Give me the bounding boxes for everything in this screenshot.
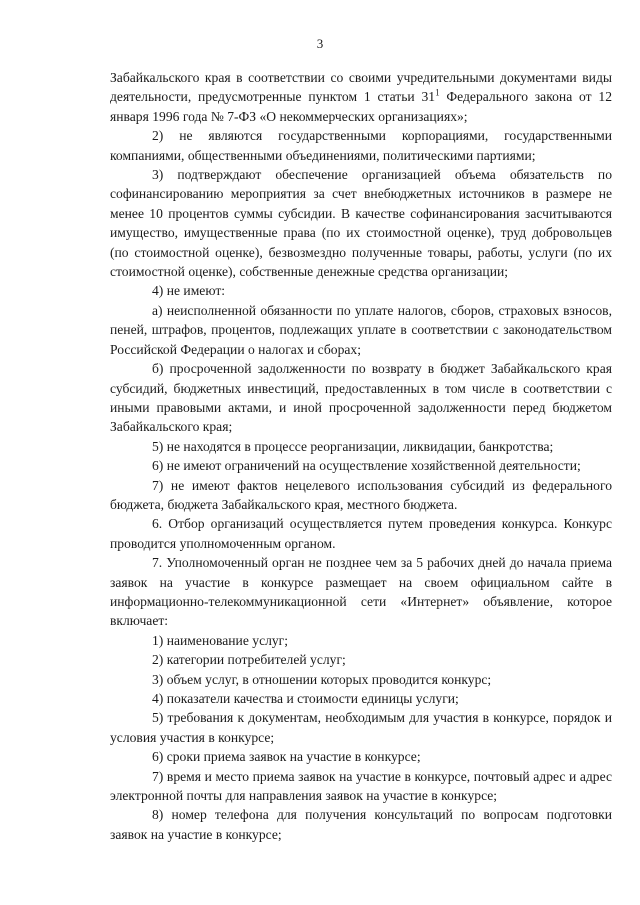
paragraph: б) просроченной задолженности по возврату в бюджет Забайкальского края субсидий, бюджетных инвестиций, предоставленных в том числе в соответствии с иными правовыми актами, и иной просроченной задолженности перед бюджетом Забайкальского края; [110,361,612,435]
paragraph: 3) объем услуг, в отношении которых проводится конкурс; [152,671,492,687]
page-number: 3 [316,36,324,51]
paragraph: 3) подтверждают обеспечение организацией объема обязательств по софинансированию мероприятия за счет внебюджетных источников в размере не менее 10 процентов суммы субсидии. В качестве софинансирования засчитываются имущество, имущественные права (по их стоимостной оценке), труд добровольцев (по стоимостной оценке), безвозмездно полученные товары, работы, услуги (по их стоимостной оценке), собственные денежные средства организации; [110,167,612,280]
paragraph: 7) время и место приема заявок на участие в конкурсе, почтовый адрес и адрес электронной почты для направления заявок на участие в конкурсе; [110,768,612,804]
paragraph: 2) категории потребителей услуг; [152,652,346,668]
paragraph: 5) требования к документам, необходимым для участия в конкурсе, порядок и условия участия в конкурсе; [110,710,612,745]
paragraph: Забайкальского края в соответствии со своими учредительными документами виды деятельности, предусмотренные пунктом 1 статьи $31^1$ Федерального закона от 12 января 1996 года № 7-ФЗ «О некоммерческих организациях»; [110,70,612,124]
paragraph: 4) показатели качества и стоимости единицы услуги; [152,691,459,706]
paragraph: 6) не имеют ограничений на осуществление хозяйственной деятельности; [152,458,581,474]
paragraph: 2) не являются государственными корпорациями, государственными компаниями, общественными объединениями, политическими партиями; [110,128,612,163]
paragraph: 1) наименование услуг; [152,632,289,648]
paragraph: 7. Уполномоченный орган не позднее чем за 5 рабочих дней до начала приема заявок на участие в конкурсе размещает на своем официальном сайте в информационно-телекоммуникационной сети «Интернет» объявление, которое включает: [110,555,612,629]
paragraph: 4) не имеют: [152,283,226,299]
paragraph: 6. Отбор организаций осуществляется путем проведения конкурса. Конкурс проводится уполномоченным органом. [110,516,612,551]
footnote-superscript: 1 [435,87,440,98]
document-body [110,68,612,844]
paragraph: 8) номер телефона для получения консультаций по вопросам подготовки заявок на участие в конкурсе; [110,807,612,842]
paragraph: 6) сроки приема заявок на участие в конкурсе; [152,749,421,765]
paragraph: 5) не находятся в процессе реорганизации, ликвидации, банкротства; [152,438,554,454]
paragraph: 7) не имеют фактов нецелевого использования субсидий из федерального бюджета, бюджета Забайкальского края, местного бюджета. [110,477,612,512]
paragraph: а) неисполненной обязанности по уплате налогов, сборов, страховых взносов, пеней, штрафов, процентов, подлежащих уплате в соответствии с законодательством Российской Федерации о налогах и сборах; [110,302,612,357]
